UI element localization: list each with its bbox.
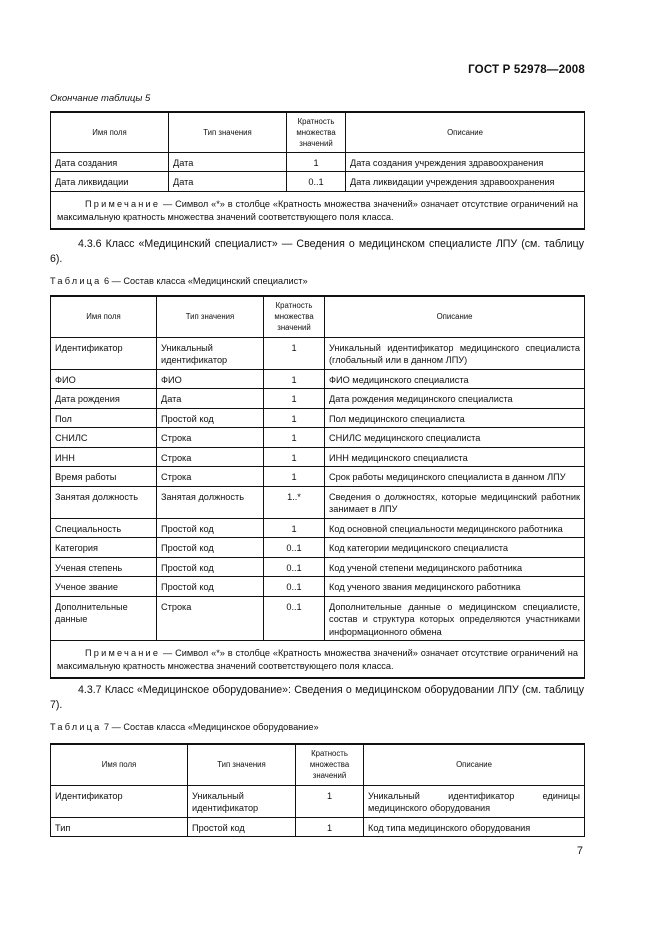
table-cell: Код ученой степени медицинского работника [325,557,585,577]
page-number: 7 [576,845,583,857]
table-cell: 1 [264,518,325,538]
table-cell: Уникальный идентификатор [188,785,296,817]
table-cell: Уникальный идентификатор единицы медицинского оборудования [364,785,585,817]
table-cell: 1 [264,467,325,487]
table-row [51,486,585,518]
table-row [51,817,585,837]
table-cell: 0..1 [287,172,346,192]
table-cell: 1 [264,428,325,448]
table-cell: 1 [287,152,346,172]
table-cell: ФИО медицинского специалиста [325,369,585,389]
table-cell: Код ученого звания медицинского работника [325,577,585,597]
table-cell: Пол медицинского специалиста [325,408,585,428]
column-header: Тип значения [188,744,296,785]
column-header: Описание [364,744,585,785]
note-text: — Символ «*» в столбце «Кратность множества значений» означает отсутствие ограничений на максимальную кратность множества значений соответствующего поля класса. [57,648,578,671]
table-cell: 1 [264,369,325,389]
table-cell: Дополнительные данные о медицинском специалисте, состав и структура которых определяются участниками информационного обмена [325,596,585,641]
table-cell: Время работы [51,467,157,487]
column-header: Описание [346,112,585,152]
table-cell: Ученое звание [51,577,157,597]
table-cell: Ученая степень [51,557,157,577]
table-cell: 1 [264,337,325,369]
table-cell: ИНН медицинского специалиста [325,447,585,467]
column-header: Кратность множества значений [264,296,325,337]
column-header: Описание [325,296,585,337]
table-cell: Занятая должность [157,486,264,518]
table-cell: Простой код [157,577,264,597]
table-row [51,389,585,409]
table-cell: 0..1 [264,557,325,577]
column-header: Кратность множества значений [296,744,364,785]
table-cell: Строка [157,447,264,467]
table-cell: СНИЛС [51,428,157,448]
table-cell: 1 [296,785,364,817]
table-row [51,408,585,428]
table-row [51,557,585,577]
table-note [51,641,585,679]
table-cell: 1 [264,389,325,409]
table-5-tail [50,111,585,230]
table-cell: Идентификатор [51,337,157,369]
table-cell: Строка [157,467,264,487]
table-cell: Дата [169,152,287,172]
table-cell: Простой код [157,408,264,428]
column-header: Имя поля [51,744,188,785]
table-cell: ИНН [51,447,157,467]
table-cell: Дата рождения [51,389,157,409]
caption-text: 6 — Состав класса «Медицинский специалист» [101,276,308,286]
table-cell: Простой код [157,518,264,538]
table-cell: Код типа медицинского оборудования [364,817,585,837]
table-7 [50,743,585,837]
table-row [51,152,585,172]
column-header: Кратность множества значений [287,112,346,152]
table-cell: Идентификатор [51,785,188,817]
table-cell: Простой код [157,557,264,577]
table-row [51,337,585,369]
table-cell: Дата создания [51,152,169,172]
table-cell: Дата ликвидации учреждения здравоохранения [346,172,585,192]
table-7-caption [50,722,319,732]
table-row [51,428,585,448]
note-text: — Символ «*» в столбце «Кратность множества значений» означает отсутствие ограничений на максимальную кратность множества значений соответствующего поля класса. [57,198,578,222]
column-header: Тип значения [169,112,287,152]
caption-word: Таблица [50,276,102,286]
table-continuation-label: Окончание таблицы 5 [50,93,151,104]
table-cell: 0..1 [264,577,325,597]
table-cell: 1 [264,408,325,428]
table-row [51,518,585,538]
table-cell: 1 [296,817,364,837]
table-row [51,577,585,597]
table-cell: Код основной специальности медицинского работника [325,518,585,538]
table-note [51,191,585,229]
table-cell: 1 [264,447,325,467]
table-row [51,538,585,558]
table-cell: Дата рождения медицинского специалиста [325,389,585,409]
section-4-3-6: 4.3.6 Класс «Медицинский специалист» — Сведения о медицинском специалисте ЛПУ (см. таблицу 6). [50,238,584,265]
table-cell: Специальность [51,518,157,538]
table-cell: Уникальный идентификатор медицинского специалиста (глобальный или в данном ЛПУ) [325,337,585,369]
table-row [51,785,585,817]
table-cell: Сведения о должностях, которые медицинский работник занимает в ЛПУ [325,486,585,518]
table-cell: ФИО [157,369,264,389]
caption-word: Таблица [50,722,102,732]
table-cell: Занятая должность [51,486,157,518]
table-6 [50,295,585,679]
table-row [51,596,585,641]
table-cell: Дата [157,389,264,409]
note-word: Примечание [85,198,161,209]
table-row [51,172,585,192]
table-cell: Срок работы медицинского специалиста в данном ЛПУ [325,467,585,487]
table-cell: ФИО [51,369,157,389]
table-cell: Простой код [157,538,264,558]
table-cell: 0..1 [264,538,325,558]
table-cell: Дополнительные данные [51,596,157,641]
table-cell: Тип [51,817,188,837]
table-cell: СНИЛС медицинского специалиста [325,428,585,448]
table-row [51,467,585,487]
table-cell: Код категории медицинского специалиста [325,538,585,558]
column-header: Имя поля [51,112,169,152]
column-header: Имя поля [51,296,157,337]
table-cell: Простой код [188,817,296,837]
table-6-caption [50,276,308,286]
note-word: Примечание [85,648,161,658]
table-cell: 1..* [264,486,325,518]
column-header: Тип значения [157,296,264,337]
table-cell: Категория [51,538,157,558]
document-header: ГОСТ Р 52978—2008 [468,64,585,76]
table-cell: Дата ликвидации [51,172,169,192]
table-cell: Уникальный идентификатор [157,337,264,369]
table-note-row [51,191,585,229]
table-cell: 0..1 [264,596,325,641]
table-row [51,447,585,467]
table-note-row [51,641,585,679]
table-row [51,369,585,389]
table-cell: Дата создания учреждения здравоохранения [346,152,585,172]
table-cell: Строка [157,596,264,641]
table-cell: Строка [157,428,264,448]
table-cell: Пол [51,408,157,428]
caption-text: 7 — Состав класса «Медицинское оборудование» [101,722,319,732]
section-4-3-7: 4.3.7 Класс «Медицинское оборудование»: Сведения о медицинском оборудовании ЛПУ (см. таблицу 7). [50,684,584,711]
table-cell: Дата [169,172,287,192]
